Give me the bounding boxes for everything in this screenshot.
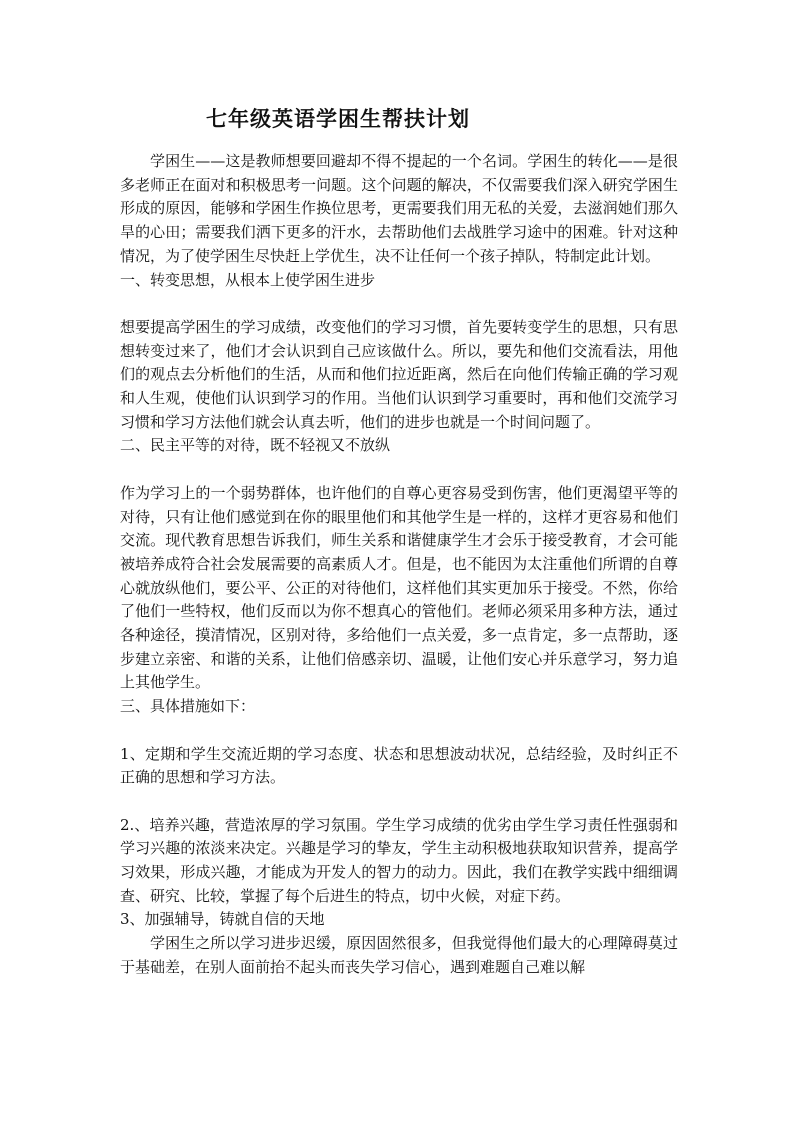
document-body <box>120 150 678 980</box>
section-3-heading: 三、具体措施如下： <box>120 697 256 716</box>
measure-item-3-paragraph: 学困生之所以学习进步迟缓，原因固然很多，但我觉得他们最大的心理障碍莫过于基础差，在别人面前抬不起头而丧失学习信心，遇到难题自己难以解 <box>120 934 678 976</box>
document-title: 七年级英语学困生帮扶计划 <box>206 106 470 131</box>
measure-item-2: 2.、培养兴趣，营造浓厚的学习氛围。学生学习成绩的优劣由学生学习责任性强弱和学习兴趣的浓淡来决定。兴趣是学习的挚友，学生主动积极地获取知识营养，提高学习效果，形成兴趣，才能成为开发人的智力的动力。因此，我们在教学实践中细细调查、研究、比较，掌握了每个后进生的特点，切中火候，对症下药。 <box>120 815 678 905</box>
section-2-paragraph: 作为学习上的一个弱势群体，也许他们的自尊心更容易受到伤害，他们更渴望平等的对待，只有让他们感觉到在你的眼里他们和其他学生是一样的，这样才更容易和他们交流。现代教育思想告诉我们，师生关系和谐健康学生才会乐于接受教育，才会可能被培养成符合社会发展需要的高素质人才。但是，也不能因为太注重他们所谓的自尊心就放纵他们，要公平、公正的对待他们，这样他们其实更加乐于接受。不然，你给了他们一些特权，他们反而以为你不想真心的管他们。老师必须采用多种方法，通过各种途径，摸清情况，区别对待，多给他们一点关爱，多一点肯定，多一点帮助，逐步建立亲密、和谐的关系，让他们倍感亲切、温暖，让他们安心并乐意学习，努力追上其他学生。 <box>120 483 678 692</box>
section-1-paragraph: 想要提高学困生的学习成绩，改变他们的学习习惯，首先要转变学生的思想，只有思想转变过来了，他们才会认识到自己应该做什么。所以，要先和他们交流看法，用他们的观点去分析他们的生活，从而和他们拉近距离，然后在向他们传输正确的学习观和人生观，使他们认识到学习的作用。当他们认识到学习重要时，再和他们交流学习习惯和学习方法他们就会认真去听，他们的进步也就是一个时间问题了。 <box>120 317 678 431</box>
section-1-heading: 一、转变思想，从根本上使学困生进步 <box>120 270 376 289</box>
measure-item-3-heading: 3、加强辅导，铸就自信的天地 <box>120 910 325 929</box>
measure-item-1: 1、定期和学生交流近期的学习态度、状态和思想波动状况，总结经验，及时纠正不正确的思想和学习方法。 <box>120 744 678 787</box>
intro-paragraph: 学困生——这是教师想要回避却不得不提起的一个名词。学困生的转化——是很多老师正在面对和积极思考一问题。这个问题的解决，不仅需要我们深入研究学困生形成的原因，能够和学困生作换位思考，更需要我们用无私的关爱，去滋润她们那久旱的心田；需要我们洒下更多的汗水，去帮助他们去战胜学习途中的困难。针对这种情况，为了使学困生尽快赶上学优生，决不让任何一个孩子掉队，特制定此计划。 <box>120 152 678 265</box>
section-2-heading: 二、民主平等的对待，既不轻视又不放纵 <box>120 436 391 455</box>
